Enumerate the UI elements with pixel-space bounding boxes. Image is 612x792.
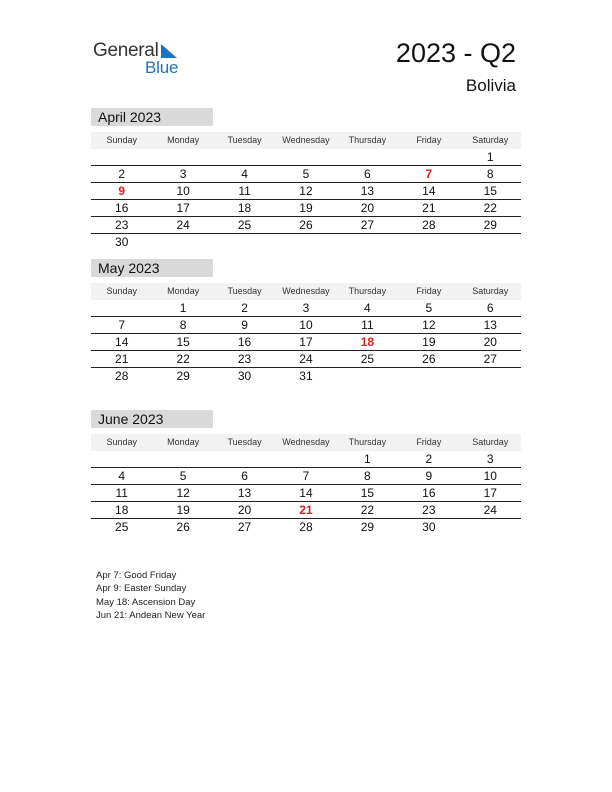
day-cell: 19 — [299, 201, 313, 215]
day-cell: 20 — [483, 335, 497, 349]
holiday-note: Apr 9: Easter Sunday — [96, 583, 187, 595]
day-cell: 23 — [237, 352, 252, 366]
day-cell: 21 — [115, 352, 129, 366]
day-cell: 24 — [176, 218, 190, 232]
day-cell: 24 — [483, 503, 497, 517]
weekday-header: Wednesday — [282, 135, 330, 145]
day-cell: 3 — [179, 167, 187, 181]
day-cell: 20 — [360, 201, 375, 215]
day-cell: 5 — [302, 167, 310, 181]
weekday-header: Thursday — [348, 135, 387, 145]
weekday-header-row — [91, 132, 521, 149]
day-cell: 3 — [302, 301, 310, 315]
day-cell: 4 — [118, 469, 126, 483]
day-cell: 2 — [241, 301, 248, 315]
empty-day-cell — [460, 519, 521, 535]
day-cell: 6 — [241, 469, 248, 483]
week-row — [91, 317, 521, 334]
month-june — [91, 410, 521, 535]
day-cell: 29 — [176, 369, 190, 383]
empty-day-cell — [152, 149, 213, 165]
week-row — [91, 519, 521, 535]
day-cell: 28 — [299, 520, 313, 534]
empty-day-cell — [214, 451, 275, 467]
weekday-header: Thursday — [348, 437, 387, 447]
weekday-header: Monday — [167, 437, 200, 447]
day-cell: 19 — [422, 335, 436, 349]
month-april — [91, 108, 521, 250]
logo — [93, 40, 193, 80]
day-cell: 25 — [237, 218, 252, 232]
week-row — [91, 149, 521, 166]
empty-day-cell — [337, 149, 398, 165]
day-cell: 21 — [299, 503, 313, 517]
week-row — [91, 468, 521, 485]
weekday-header: Saturday — [472, 135, 509, 145]
empty-day-cell — [91, 300, 152, 316]
day-cell: 4 — [364, 301, 371, 315]
day-cell: 11 — [361, 318, 374, 332]
day-cell: 20 — [237, 503, 252, 517]
day-cell: 17 — [299, 335, 313, 349]
day-cell: 18 — [237, 201, 252, 215]
week-row — [91, 234, 521, 250]
day-cell: 16 — [237, 335, 252, 349]
weekday-header: Tuesday — [227, 135, 262, 145]
empty-day-cell — [152, 451, 213, 467]
day-cell: 21 — [422, 201, 436, 215]
empty-day-cell — [214, 234, 275, 250]
empty-day-cell — [337, 234, 398, 250]
day-cell: 15 — [360, 486, 375, 500]
day-cell: 30 — [422, 520, 436, 534]
day-cell: 6 — [486, 301, 494, 315]
day-cell: 1 — [179, 301, 187, 315]
day-cell: 10 — [176, 184, 190, 198]
empty-day-cell — [460, 234, 521, 250]
month-may — [91, 259, 521, 384]
day-cell: 3 — [486, 452, 494, 466]
month-label: April 2023 — [91, 108, 213, 126]
day-cell: 2 — [425, 452, 433, 466]
day-cell: 27 — [237, 520, 252, 534]
holiday-note: Apr 7: Good Friday — [96, 570, 177, 581]
day-cell: 26 — [299, 218, 313, 232]
month-label: June 2023 — [91, 410, 213, 428]
week-row — [91, 166, 521, 183]
day-cell: 14 — [422, 184, 436, 198]
day-cell: 14 — [115, 335, 129, 349]
page-title: 2023 - Q2 — [395, 38, 516, 68]
holiday-note: Jun 21: Andean New Year — [96, 609, 206, 621]
week-row — [91, 200, 521, 217]
day-cell: 7 — [425, 167, 433, 181]
day-cell: 18 — [360, 335, 375, 349]
weekday-header-row — [91, 283, 521, 300]
day-cell: 8 — [179, 318, 187, 332]
day-cell: 27 — [360, 218, 375, 232]
logo-blue-text: Blue — [145, 58, 179, 77]
day-cell: 10 — [299, 318, 313, 332]
week-row — [91, 502, 521, 519]
day-cell: 9 — [241, 318, 248, 332]
day-cell: 16 — [422, 486, 436, 500]
day-cell: 28 — [115, 369, 129, 383]
day-cell: 9 — [118, 184, 126, 198]
day-cell: 13 — [237, 486, 252, 500]
weekday-header-row — [91, 434, 521, 451]
day-cell: 17 — [176, 201, 190, 215]
day-cell: 13 — [483, 318, 497, 332]
day-cell: 30 — [237, 369, 252, 383]
weekday-header: Sunday — [106, 135, 137, 145]
week-row — [91, 368, 521, 384]
day-cell: 29 — [483, 218, 497, 232]
day-cell: 25 — [115, 520, 129, 534]
weekday-header: Saturday — [472, 437, 509, 447]
weekday-header: Tuesday — [227, 437, 262, 447]
country-name: Bolivia — [465, 76, 516, 95]
weekday-header: Friday — [416, 437, 442, 447]
day-cell: 5 — [425, 301, 433, 315]
week-row — [91, 485, 521, 502]
week-row — [91, 334, 521, 351]
day-cell: 24 — [299, 352, 313, 366]
day-cell: 9 — [425, 469, 433, 483]
empty-day-cell — [398, 368, 459, 384]
day-cell: 11 — [238, 184, 251, 198]
day-cell: 19 — [176, 503, 190, 517]
day-cell: 23 — [115, 218, 129, 232]
day-cell: 13 — [360, 184, 375, 198]
weekday-header: Monday — [167, 286, 200, 296]
empty-day-cell — [152, 234, 213, 250]
day-cell: 6 — [364, 167, 371, 181]
day-cell: 1 — [364, 452, 371, 466]
week-row — [91, 217, 521, 234]
empty-day-cell — [337, 368, 398, 384]
empty-day-cell — [91, 149, 152, 165]
day-cell: 2 — [118, 167, 126, 181]
day-cell: 7 — [302, 469, 310, 483]
day-cell: 4 — [241, 167, 248, 181]
day-cell: 22 — [360, 503, 375, 517]
empty-day-cell — [91, 451, 152, 467]
week-row — [91, 183, 521, 200]
weekday-header: Wednesday — [282, 286, 330, 296]
day-cell: 10 — [483, 469, 497, 483]
weekday-header: Wednesday — [282, 437, 330, 447]
empty-day-cell — [214, 149, 275, 165]
week-row — [91, 351, 521, 368]
empty-day-cell — [460, 368, 521, 384]
day-cell: 8 — [486, 167, 494, 181]
weekday-header: Friday — [416, 286, 442, 296]
day-cell: 26 — [422, 352, 436, 366]
day-cell: 12 — [299, 184, 313, 198]
day-cell: 28 — [422, 218, 436, 232]
empty-day-cell — [275, 451, 336, 467]
day-cell: 22 — [176, 352, 190, 366]
day-cell: 12 — [422, 318, 436, 332]
day-cell: 15 — [483, 184, 497, 198]
day-cell: 12 — [176, 486, 190, 500]
day-cell: 7 — [118, 318, 126, 332]
day-cell: 8 — [364, 469, 371, 483]
day-cell: 29 — [360, 520, 375, 534]
day-cell: 30 — [115, 235, 129, 249]
weekday-header: Sunday — [106, 437, 137, 447]
empty-day-cell — [398, 149, 459, 165]
day-cell: 18 — [115, 503, 129, 517]
empty-day-cell — [275, 234, 336, 250]
day-cell: 27 — [483, 352, 497, 366]
day-cell: 16 — [115, 201, 129, 215]
holiday-note: May 18: Ascension Day — [96, 596, 196, 608]
day-cell: 1 — [486, 150, 494, 164]
weekday-header: Thursday — [348, 286, 387, 296]
empty-day-cell — [275, 149, 336, 165]
day-cell: 23 — [422, 503, 436, 517]
holiday-notes — [96, 569, 205, 622]
weekday-header: Friday — [416, 135, 442, 145]
day-cell: 22 — [483, 201, 497, 215]
day-cell: 31 — [299, 369, 313, 383]
day-cell: 17 — [483, 486, 497, 500]
weekday-header: Saturday — [472, 286, 509, 296]
day-cell: 25 — [360, 352, 375, 366]
day-cell: 15 — [176, 335, 190, 349]
day-cell: 26 — [176, 520, 190, 534]
day-cell: 14 — [299, 486, 313, 500]
day-cell: 11 — [115, 486, 128, 500]
weekday-header: Tuesday — [227, 286, 262, 296]
weekday-header: Monday — [167, 135, 200, 145]
logo-general-text: General — [93, 40, 159, 61]
logo-triangle-icon — [161, 44, 177, 58]
week-row — [91, 451, 521, 468]
week-row — [91, 300, 521, 317]
weekday-header: Sunday — [106, 286, 137, 296]
empty-day-cell — [398, 234, 459, 250]
month-label: May 2023 — [91, 259, 213, 277]
day-cell: 5 — [179, 469, 187, 483]
